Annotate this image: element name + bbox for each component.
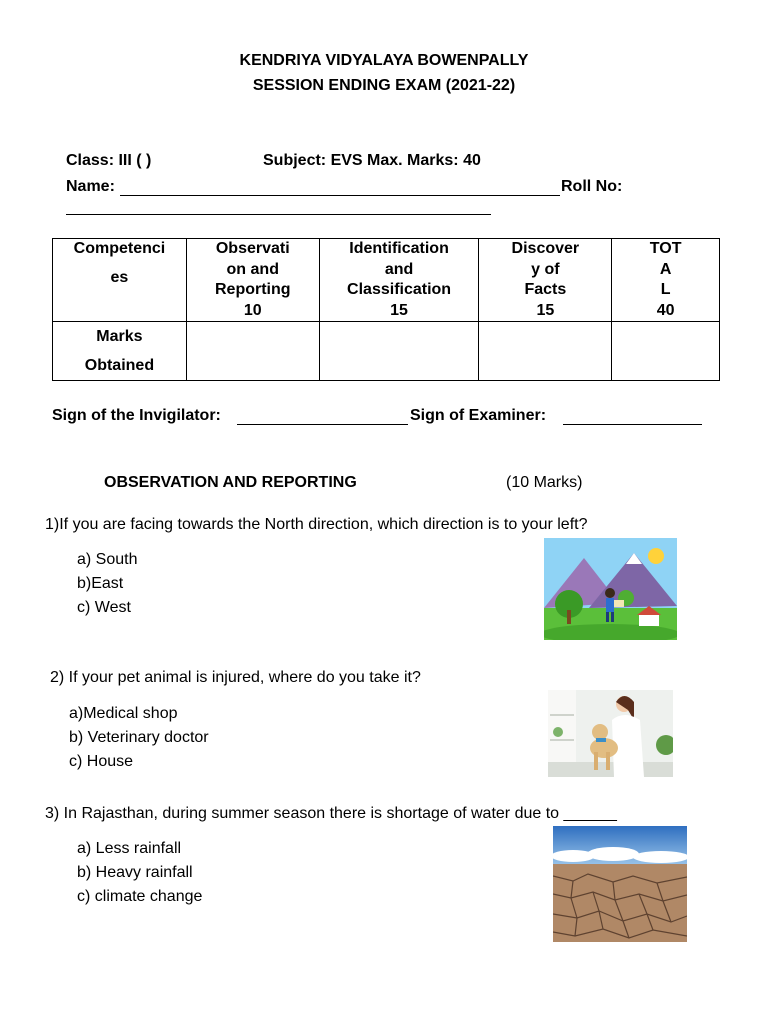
examiner-sign-label: Sign of Examiner: [410,407,547,424]
row-label-text: Obtained [84,357,155,374]
marks-cell-observation[interactable] [186,322,319,381]
header-text: es [110,268,129,286]
header-text: Reporting [214,281,291,298]
question-2: 2) If your pet animal is injured, where do you take it? [50,669,421,686]
header-competencies [53,239,187,322]
header-marks: 15 [390,301,408,319]
class-label: Class: III ( ) [66,152,152,169]
question-3-options [77,837,202,909]
marks-obtained-label [53,322,187,381]
table-header-row [53,239,720,322]
header-marks: 40 [656,301,675,319]
option-a[interactable]: a) Less rainfall [77,840,182,857]
header-observation [186,239,319,322]
marks-table [52,238,720,381]
option-c[interactable]: c) West [77,599,131,616]
exam-title: SESSION ENDING EXAM (2021-22) [252,77,516,94]
header-text: Observati [215,240,290,257]
header-text: TOT [649,240,682,257]
header-text: L [660,281,671,298]
marks-cell-identification[interactable] [319,322,479,381]
header-text: Competenci [73,240,166,257]
section-marks: (10 Marks) [506,474,583,491]
name-blank-line[interactable] [120,195,560,196]
marks-obtained-row [53,322,720,381]
header-total [612,239,720,322]
cracked-dry-land-photo [553,826,687,942]
header-text: Facts [524,281,567,298]
header-text: Classification [347,281,452,298]
option-c[interactable]: c) House [69,753,134,770]
option-b[interactable]: b) Heavy rainfall [77,864,193,881]
veterinarian-with-dog-photo [548,690,673,777]
option-a[interactable]: a)Medical shop [69,705,178,722]
section-title: OBSERVATION AND REPORTING [104,474,357,491]
question-1-options [77,548,137,620]
roll-blank-line[interactable] [66,214,491,215]
subject-label: Subject: EVS Max. Marks: 40 [263,152,481,169]
option-a[interactable]: a) South [77,551,138,568]
marks-cell-discovery[interactable] [479,322,612,381]
header-text: A [659,260,672,278]
examiner-sign-line[interactable] [563,424,702,425]
header-marks: 10 [243,301,262,319]
header-text: on and [226,260,279,278]
question-3: 3) In Rajasthan, during summer season there is shortage of water due to ______ [45,805,617,822]
header-text: Identification [349,240,449,257]
option-c[interactable]: c) climate change [77,888,203,905]
question-2-options [69,702,209,774]
name-label: Name: [66,178,115,195]
header-text: and [384,260,414,278]
option-b[interactable]: b) Veterinary doctor [69,729,209,746]
option-b[interactable]: b)East [77,575,124,592]
header-marks: 15 [536,301,555,319]
header-discovery [479,239,612,322]
child-with-map-landscape-illustration [544,538,677,640]
roll-label: Roll No: [561,178,623,195]
row-label-text: Marks [96,328,143,345]
school-title: KENDRIYA VIDYALAYA BOWENPALLY [239,52,529,69]
invigilator-sign-line[interactable] [237,424,408,425]
header-text: y of [531,260,560,278]
marks-cell-total[interactable] [612,322,720,381]
invigilator-sign-label: Sign of the Invigilator: [52,407,221,424]
question-1: 1)If you are facing towards the North direction, which direction is to your left? [45,516,588,533]
header-identification [319,239,479,322]
header-text: Discover [511,240,580,257]
